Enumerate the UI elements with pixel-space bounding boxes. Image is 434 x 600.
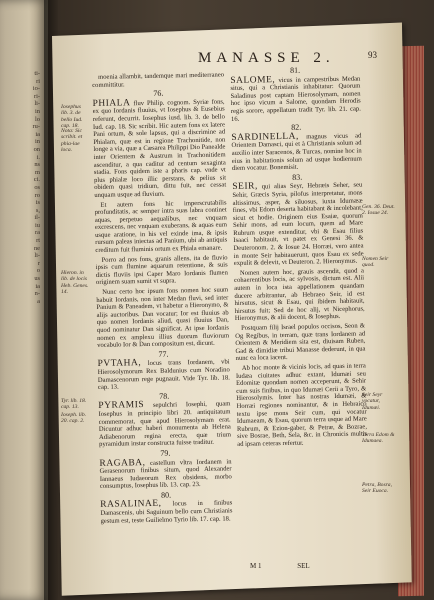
left-page-line-fragment: ra <box>35 229 40 237</box>
entry-body: qui alias Seyr, Hebræis Seher, seu Sehir, Græcis Syria, pilofus interpretatur, mons altissimus, asper, & siluosus, iuxta Idumææ fines, vbi Edom deserta habitabant & incolebant, sicut et hodie. Originem eius Esaiæ, quorum Sehir mons, ad eum locum, quem ad Mare Rubrum usque extenditur, vbi & Esau filius Isaaci habitauit, vt patet ex Genesi 36. & Deuteronom. 2. & Iosue 24. Horræi, vero antea in monte Seir habitauerunt, quos Esau ex sede expulit & delevit, vt Deuteron. 2. Hieronymus. <box>232 181 364 268</box>
entry-headword: SEIR, <box>232 181 258 193</box>
margin-note: Gen. 36. Deut. 2. Iosue 24. <box>362 204 395 217</box>
paragraph: Porro ad nos fons, granis allens, ita de fluvio ipsis cum flumine aquarum retentione, & suis dictis fluviis ipsi Caper Maro Iordanis flumen originem suam sumit vt supra. <box>95 254 228 287</box>
entry-headword: SALOME, <box>230 74 276 86</box>
entry-number: 81. <box>290 65 301 75</box>
left-page-line-fragment: ns <box>34 161 40 169</box>
left-page-line-fragment: in <box>35 107 40 115</box>
left-page-line-fragment: ru- <box>32 123 40 131</box>
catchword: SEL <box>297 562 310 570</box>
entry-headword: RASALINAE, <box>100 499 162 511</box>
margin-note: Iosephus lib. 3. de bello Iud. cap. 18. <box>61 104 83 130</box>
right-text-column <box>230 64 367 451</box>
entry-body: vicus in campestribus Medan situs, qui a Christianis inhabitatur: Quorum Saladinus post captam Hierosolymam, nomen hoc ipso vicum a Salome, quondam Herodis regis sorore, appellatum tradit Tyr. lib. 21. cap. 16. <box>230 75 361 123</box>
left-page-line-fragment: is <box>35 199 40 207</box>
left-page-line-fragment: ti- <box>34 70 40 77</box>
left-page-text-fragment <box>0 70 44 305</box>
entry-paragraph <box>98 401 231 449</box>
entry-body: castellum vltra Iordanem in Gerasenorum finibus situm, quod Alexander Iannaeus Iudaeorum Rex obsidens, morbo consumptus, Iosephus lib. 13. cap. 23. <box>99 457 232 491</box>
margin-note: Nomen Seir quod. <box>362 256 389 269</box>
left-page-line-fragment: iu <box>35 221 40 229</box>
left-page-line-fragment: n- <box>34 290 40 298</box>
entry-body: locus in finibus Damascenis, ubi Saguinum bello cum Christianis gestum est, teste Guilielmo Tyrio lib. 17. cap. 18. <box>100 499 233 525</box>
left-page-line-fragment: ro <box>34 191 40 199</box>
entry-headword: RAGABA, <box>99 457 146 469</box>
entry-number: 79. <box>160 448 171 458</box>
entry-number: 80. <box>161 490 172 500</box>
entry-number: 82. <box>291 122 302 132</box>
entry-paragraph <box>98 359 231 392</box>
margin-note: Petra, Bosra, Seir Euoca. <box>362 482 392 495</box>
paragraph: Nomen autem hoc, grauis ascendit, quod a cohaerentibus locis, ac sylvosis, dictum est. Alii autem in loca ista appellationem quandam ducere arbitrantur, ab Hebraeo Seir, id est hirsutus, sicut & Esau, qui ibidem habitauit, hirsutus fuit; Sed de hoc alij, vt Nicephorus, Hieronymus, & alii docent, & Iosephus. <box>234 267 365 323</box>
left-page-line-fragment: io- <box>32 85 40 93</box>
left-page-line-fragment: in <box>35 138 40 146</box>
entry-paragraph <box>99 458 232 491</box>
running-head: MANASSE 2. <box>198 50 335 66</box>
left-page-line-fragment: lo <box>35 115 40 123</box>
left-page-line-fragment: s, <box>35 206 40 214</box>
entry-paragraph <box>230 75 361 123</box>
margin-note: Tyr. lib. 18. cap. 13. <box>61 398 87 411</box>
left-page-line-fragment: ia <box>35 282 40 290</box>
margin-note: Seir Seyr vocatur, Idumæi. <box>362 392 383 411</box>
entry-number: 77. <box>158 349 169 359</box>
left-page-line-fragment: os <box>34 183 40 191</box>
entry-headword: PYRAMIS <box>98 400 145 412</box>
left-page-line-fragment: ne <box>33 244 40 252</box>
left-page-line-fragment: m <box>35 168 40 176</box>
left-page-line-fragment: il- <box>34 214 40 222</box>
left-page-line-fragment: i. <box>36 153 40 161</box>
entry-number: 83. <box>292 172 303 182</box>
left-page-line-fragment: ia <box>35 130 40 138</box>
margin-note: Terra Edom & Idumaea. <box>362 432 395 445</box>
left-page-line-fragment: li- <box>34 252 40 260</box>
left-page-edge <box>0 0 48 600</box>
paragraph: Nunc certo hoc ipsum fons nomen hoc suum habuit Iordanis, non inter Medan fluvi, sed inter Panium & Paneadem, vt habetur a Hieronymo, & alijs auctoribus. Dan vocatur; Ior est fluuius ab quo nomen Iordanis aliud, quasi fluuius Dan, quod nominatur Dan significat. At ipse Iordanis nomen ex amplexu illius duorum fluviorum vocabulo Ior & Dan compositum est, dicunt. <box>96 286 230 350</box>
signature-gathering: M 1 <box>250 562 262 570</box>
paragraph: moenia allambit, tandemque mari mediterraneo committitur. <box>92 71 225 89</box>
left-page-line-fragment: rt <box>36 237 40 245</box>
page-number: 93 <box>368 50 377 60</box>
entry-paragraph <box>100 500 232 525</box>
entry-body: locus trans Iordanem, vbi Hierosolymorum Rex Baldunius cum Noradino Damascenorum rege pugnauit. Vide Tyr. lib. 18. cap. 13. <box>97 358 230 392</box>
left-page-line-fragment: ri <box>36 77 40 85</box>
left-page-line-fragment: us <box>34 275 40 283</box>
margin-note: Nota: Sic scribit. et phia-lae loca. <box>61 128 83 154</box>
paragraph: Et autem fons hic imperscrutabilis profunditatis, ac semper intra suas labra continet aquas, perpetuo aequalibus, nec vnquam excrescens, nec vnquam exuberans, & aquas eum usque aratione, in his vel exinde ima, & ipsis rursum paleas iniectas ad Panium, ubi ab antiquis creditum fuit fluminis ortum ex Phiala emanare. <box>94 198 228 255</box>
entry-body: magnus vicus ad Orientem Damasci, qui et à Christianis solum ad auxilio inter Saracenos, & Turcas, nomine hoc in eius in habitationis solum ad usque hodiernum diem vocatur. Bonemisit. <box>231 132 362 173</box>
left-text-column <box>92 71 233 527</box>
entry-headword: SARDINELLA, <box>231 131 299 143</box>
margin-note: Ioseph. lib. 20. cap. 2. <box>61 412 87 425</box>
signature-mark <box>250 562 370 570</box>
margin-note: Hieron. in lib. de locis Heb. Genes. 14. <box>61 270 89 296</box>
entry-paragraph <box>231 132 362 172</box>
entry-headword: PHIALA <box>92 98 131 109</box>
left-page-line-fragment: r <box>37 259 40 267</box>
entry-headword: PVTAHA, <box>97 358 142 370</box>
entry-body: sepulchri Iosephi, quam Iosephus in principio libri 20. antiquitatum commemorat, quæ apud Hierosolymam erat. Dicuntur adhuc haberi monumenta ab Helena Adiabenorum regina erecta, quæ trium pyramidum instar constructa fuisse traditur. <box>98 400 232 449</box>
paragraph: Postquam filij Israel populos occisos, Seon & Og Regibus, in terram, quæ trans Iordanem ad Orientem & Meridiem sita est, diuisam Ruben, Gad & dimidiæ tribui Manasse dederunt, in qua nunc ea loca iacent. <box>235 322 366 363</box>
left-page-line-fragment: li- <box>34 100 40 108</box>
entry-number: 78. <box>159 391 170 401</box>
paragraph: Ab hoc monte & vicinis locis, ad quas in terra Iudæa ciuitates adhuc extant, Idumæi seu Edomitæ quondam nomen acceperunt, & Sehir cum suis finibus, in quo Idumæi Cerii a Tyro, & Hierosolymis. Inter has nostras Idumæi, & Horræi regiones nominantur, & in Hebraico textu ipse mons Seir cum, qui vocatur Idumaeam, & Esau, quorum terra usque ad Mare Rubrum, & Ezion-gaber, & Petræ, & Bozrae, sive Bosrae, Beth, Sela, &c. in Chronicis multis ad ipsam ceteras refertur. <box>235 362 368 448</box>
left-page-line-fragment: ri- <box>33 92 40 100</box>
entry-paragraph <box>232 182 364 268</box>
left-page-line-fragment: a <box>37 297 40 305</box>
left-page-line-fragment: ci. <box>33 176 40 184</box>
left-page-line-fragment: on <box>33 145 40 153</box>
entry-body: fluv Philip. cognom. Syriæ fons, ex quo Iordanis fluuius, vt Iosephus & Eusebius referunt, decurrit. Iosephus iusd. lib. 3. de bello Iud. cap. 18. Sic scribit. Hic autem fons ex latere Pani ortum, & sole lapsus, qui a discrimine ad Phialam, quæ est in regione Trachonitide, non longe a via, quæ a Cæsarea Philippi Dio Panealde inter Orientem & Austrum in Trachonitidem ascenditur, a qua caditur ad centum sexaginta stadia. Fons quidem iste a pharis cap. vnde vt plus phialæ loco illic perstans, & pelius sit obidem quasi tridium, dittu fuit, nec cessat unquam usque ad fluvium. <box>92 98 227 199</box>
left-page-line-fragment: o <box>36 267 40 275</box>
entry-paragraph <box>93 98 227 199</box>
entry-number: 76. <box>153 88 164 99</box>
